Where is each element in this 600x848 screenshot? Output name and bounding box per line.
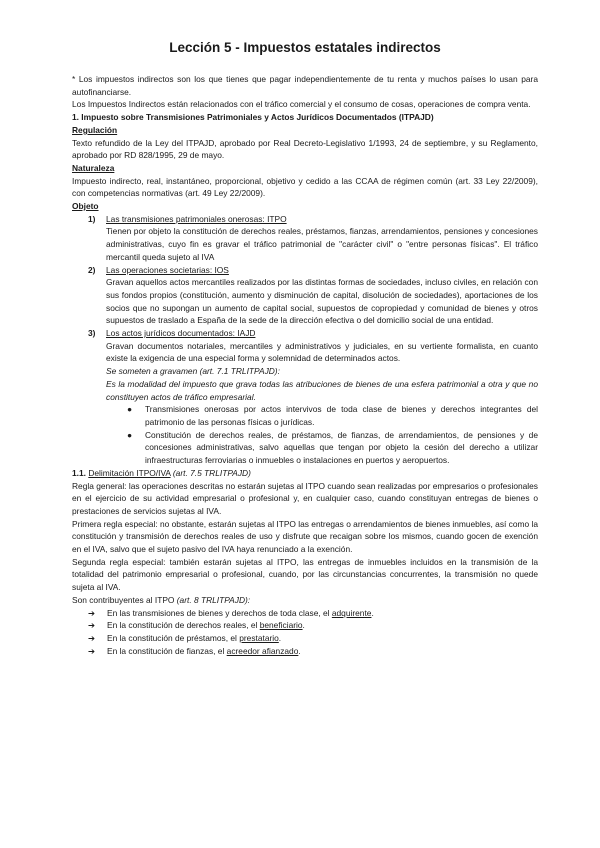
bullet-item [72, 403, 538, 428]
naturaleza-text: Impuesto indirecto, real, instantáneo, proporcional, objetivo y cedido a las CCAA de régimen común (art. 33 Ley 22/2009), con competencias normativas (art. 49 Ley 22/2009). [72, 175, 538, 199]
contribuyente-text-lead: En la constitución de préstamos, el [107, 632, 237, 643]
arrow-icon: ➔ [88, 645, 96, 656]
bullet-icon: ● [127, 404, 133, 415]
bullet-text: Transmisiones onerosas por actos intervivos de toda clase de bienes y derechos integrantes del patrimonio de las personas físicas o jurídicas. [145, 404, 538, 427]
contribuyente-text [107, 619, 305, 632]
contribuyente-text [107, 645, 301, 658]
regla-general [72, 480, 538, 518]
contribuyente-item [72, 619, 538, 632]
objeto-item-1 [72, 213, 538, 226]
bullet-item [72, 429, 538, 467]
delimitacion-number: 1.1. [72, 467, 86, 478]
section-1-heading: 1. Impuesto sobre Transmisiones Patrimoniales y Actos Jurídicos Documentados (ITPAJD) [72, 112, 434, 123]
segunda-regla-text: también estarán sujetas al ITPO, las entregas de inmuebles incluidos en la transmisión de la totalidad del patrimonio empresarial o profesional, cuando, por las circunstancias concurrentes, la transmisión no quede sujeta al IVA. [72, 556, 539, 593]
delimitacion-heading [72, 467, 538, 480]
contribuyente-item [72, 645, 538, 658]
primera-regla [72, 518, 538, 556]
objeto-item-2 [72, 264, 538, 277]
objeto-item-title: Las transmisiones patrimoniales onerosas: ITPO [106, 213, 287, 224]
objeto-item-number: 3) [88, 328, 96, 339]
bullet-text: Constitución de derechos reales, de préstamos, de fianzas, de arrendamientos, de pensiones y de concesiones administrativas, salvo aquellas que tengan por objeto la cesión del derecho a utilizar infraestructuras ferroviarias o inmuebles o instalaciones en puertos y aeropuertos. [145, 429, 538, 466]
regla-general-label: Regla general: [72, 480, 127, 491]
contribuyente-term: beneficiario [259, 620, 303, 631]
objeto-item-3 [72, 327, 538, 340]
contribuyente-end: . [298, 645, 301, 656]
modalidad-note: Es la modalidad del impuesto que grava todas las atribuciones de bienes de una esfera patrimonial a otra y que no constituyen actos de tráfico empresarial. [106, 378, 538, 402]
contribuyente-text-lead: En la constitución de fianzas, el [107, 645, 225, 656]
contribuyente-end: . [371, 607, 374, 618]
arrow-icon: ➔ [88, 632, 96, 643]
intro-paragraph-2: Los Impuestos Indirectos están relacionados con el tráfico comercial y el consumo de cosas, operaciones de compra venta. [72, 99, 531, 110]
contribuyente-text-lead: En la constitución de derechos reales, el [107, 620, 258, 631]
gravamen-note: Se someten a gravamen (art. 7.1 TRLITPAJD): [106, 366, 280, 377]
objeto-item-text: Tienen por objeto la constitución de derechos reales, préstamos, fianzas, arrendamientos, pensiones y concesiones administrativas, cuyo fin es gravar el tráfico patrimonial de "carácter civil" o "entre personas físicas". El tráfico mercantil queda sujeto al IVA [106, 226, 538, 262]
objeto-heading: Objeto [72, 201, 99, 212]
primera-regla-text: no obstante, estarán sujetas al ITPO las entregas o arrendamientos de bienes inmuebles, así como la constitución y transmisión de derechos reales de uso y disfrute que recaigan sobre los mismos, cuando gocen de exención en el IVA, salvo que el sujeto pasivo del IVA haya renunciado a la exención. [72, 518, 539, 555]
contribuyentes-heading [72, 594, 538, 607]
bullet-icon: ● [127, 429, 133, 440]
contribuyente-text-lead: En las transmisiones de bienes y derechos de toda clase, el [107, 607, 330, 618]
contribuyentes-ref: (art. 8 TRLITPAJD): [176, 594, 251, 605]
objeto-item-number: 1) [88, 213, 96, 224]
contribuyente-item [72, 632, 538, 645]
regulacion-text: Texto refundido de la Ley del ITPAJD, aprobado por Real Decreto-Legislativo 1/1993, 24 de septiembre, y su Reglamento, aprobado por RD 828/1995, 29 de mayo. [72, 137, 538, 161]
arrow-icon: ➔ [88, 620, 96, 631]
contribuyente-end: . [302, 620, 305, 631]
page-title: Lección 5 - Impuestos estatales indirectos [169, 40, 441, 55]
regulacion-heading: Regulación [72, 124, 118, 135]
delimitacion-ref: (art. 7.5 TRLITPAJD) [172, 467, 251, 478]
intro-paragraph-1: * Los impuestos indirectos son los que tienes que pagar independientemente de tu renta y muchos países lo usan para autofinanciarse. [72, 74, 538, 97]
contribuyente-text [107, 632, 281, 645]
objeto-item-title: Los actos jurídicos documentados: IAJD [106, 328, 256, 339]
segunda-regla-label: Segunda regla especial: [72, 556, 166, 567]
contribuyente-term: prestatario [239, 632, 279, 643]
contribuyente-end: . [278, 632, 282, 643]
objeto-item-title: Las operaciones societarias: IOS [106, 264, 229, 275]
contribuyente-item [72, 607, 538, 620]
delimitacion-title: Delimitación ITPO/IVA [88, 467, 171, 478]
naturaleza-heading: Naturaleza [72, 162, 115, 173]
objeto-item-number: 2) [88, 264, 96, 275]
objeto-item-text: Gravan aquellos actos mercantiles realizados por las distintas formas de sociedades, incluso civiles, en relación con sus fondos propios (constitución, aumento y disminución de capital, disolución de sociedades), aportaciones de los socios que no supongan un aumento de capital social, supuestos de copropiedad y comunidad de bienes y otros supuestos de traslado a España de la sede de la dirección efectiva o del domicilio social de una entidad. [106, 277, 538, 326]
objeto-item-text: Gravan documentos notariales, mercantiles y administrativos y judiciales, en su vertiente formalista, en cuanto existe la exigencia de una especial forma y solemnidad de determinados actos. [106, 340, 538, 364]
regla-general-text: las operaciones descritas no estarán sujetas al ITPO cuando sean realizadas por empresarios o profesionales en el ejercicio de su actividad empresarial o profesional y, en cualquier caso, cuando constituyan entregas de bienes o prestaciones de servicios sujetas al IVA. [72, 480, 538, 516]
contribuyente-term: acreedor afianzado [226, 645, 299, 656]
contribuyentes-label: Son contribuyentes al ITPO [72, 594, 175, 605]
contribuyente-term: adquirente [331, 607, 372, 618]
segunda-regla [72, 556, 538, 594]
arrow-icon: ➔ [88, 607, 96, 618]
contribuyente-text [107, 607, 374, 620]
primera-regla-label: Primera regla especial: [72, 518, 158, 529]
